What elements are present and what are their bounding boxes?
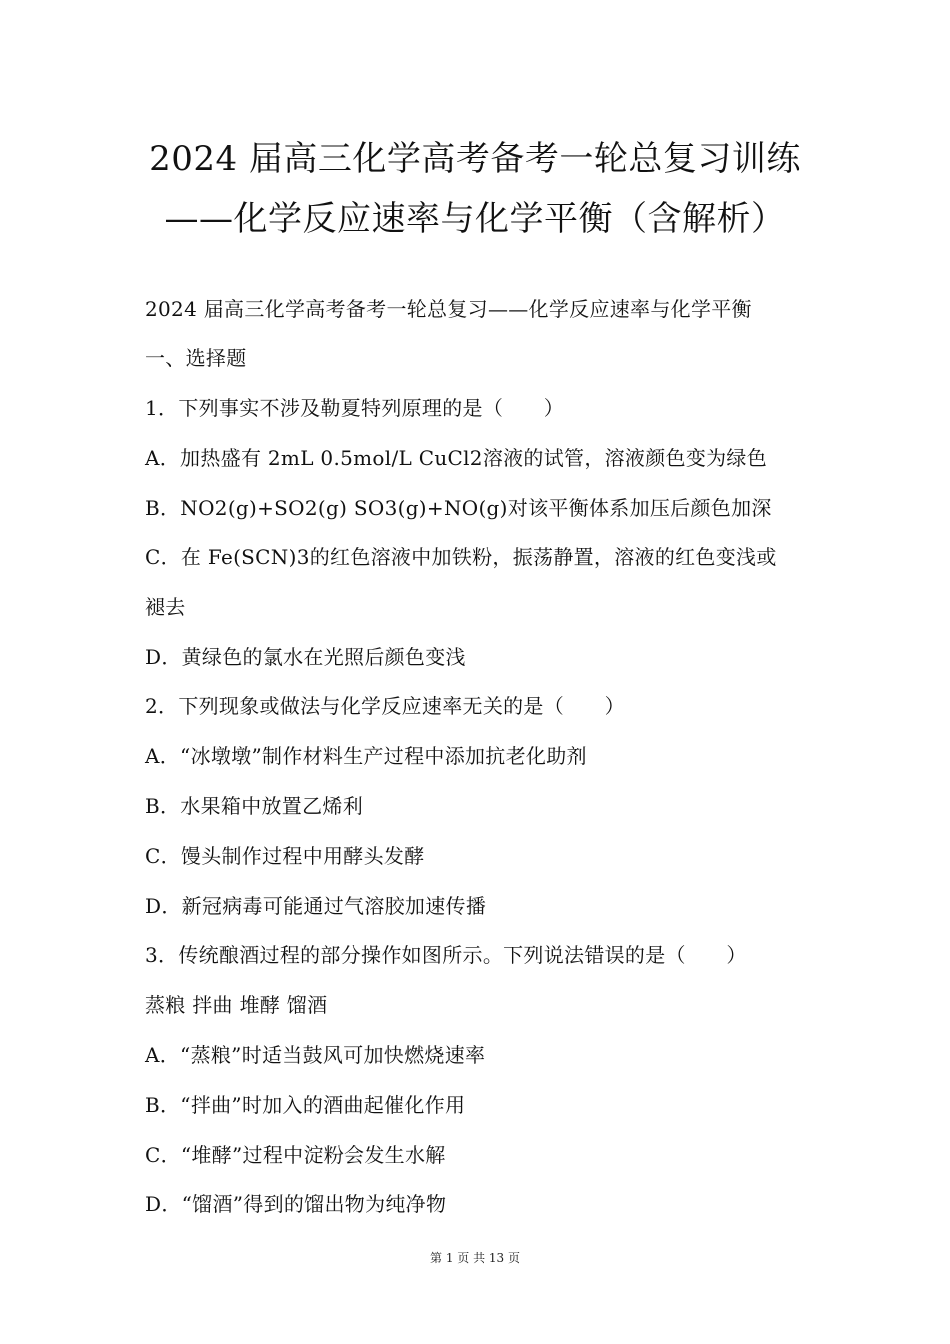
question-3-option-a: A．“蒸粮”时适当鼓风可加快燃烧速率 (145, 1043, 486, 1067)
question-2-option-a: A．“冰墩墩”制作材料生产过程中添加抗老化助剂 (145, 744, 587, 768)
question-1-stem: 1．下列事实不涉及勒夏特列原理的是（ ） (145, 396, 565, 420)
question-3-option-c: C．“堆酵”过程中淀粉会发生水解 (145, 1143, 446, 1167)
question-2-option-c: C．馒头制作过程中用酵头发酵 (145, 844, 425, 868)
question-1-option-c-continued: 褪去 (145, 595, 186, 619)
question-2-stem: 2．下列现象或做法与化学反应速率无关的是（ ） (145, 694, 625, 718)
section-heading: 一、选择题 (145, 346, 247, 370)
document-title-line-2: ——化学反应速率与化学平衡（含解析） (164, 199, 786, 239)
question-1-option-b: B．NO2(g)+SO2(g) SO3(g)+NO(g)对该平衡体系加压后颜色加深 (145, 496, 772, 520)
question-1-option-d: D．黄绿色的氯水在光照后颜色变浅 (145, 645, 466, 669)
question-1-option-a: A．加热盛有 2mL 0.5mol/L CuCl2溶液的试管，溶液颜色变为绿色 (145, 446, 768, 470)
question-2-option-d: D．新冠病毒可能通过气溶胶加速传播 (145, 894, 487, 918)
question-3-figure-labels: 蒸粮 拌曲 堆酵 馏酒 (145, 993, 328, 1017)
document-subtitle: 2024 届高三化学高考备考一轮总复习——化学反应速率与化学平衡 (145, 297, 752, 321)
document-title-line-1: 2024 届高三化学高考备考一轮总复习训练 (149, 139, 801, 179)
question-2-option-b: B．水果箱中放置乙烯利 (145, 794, 363, 818)
question-3-option-d: D．“馏酒”得到的馏出物为纯净物 (145, 1192, 447, 1216)
page-footer: 第 1 页 共 13 页 (430, 1251, 520, 1265)
question-3-option-b: B．“拌曲”时加入的酒曲起催化作用 (145, 1093, 466, 1117)
question-3-stem: 3．传统酿酒过程的部分操作如图所示。下列说法错误的是（ ） (145, 943, 747, 967)
question-1-option-c: C．在 Fe(SCN)3的红色溶液中加铁粉，振荡静置，溶液的红色变浅或 (145, 545, 777, 569)
